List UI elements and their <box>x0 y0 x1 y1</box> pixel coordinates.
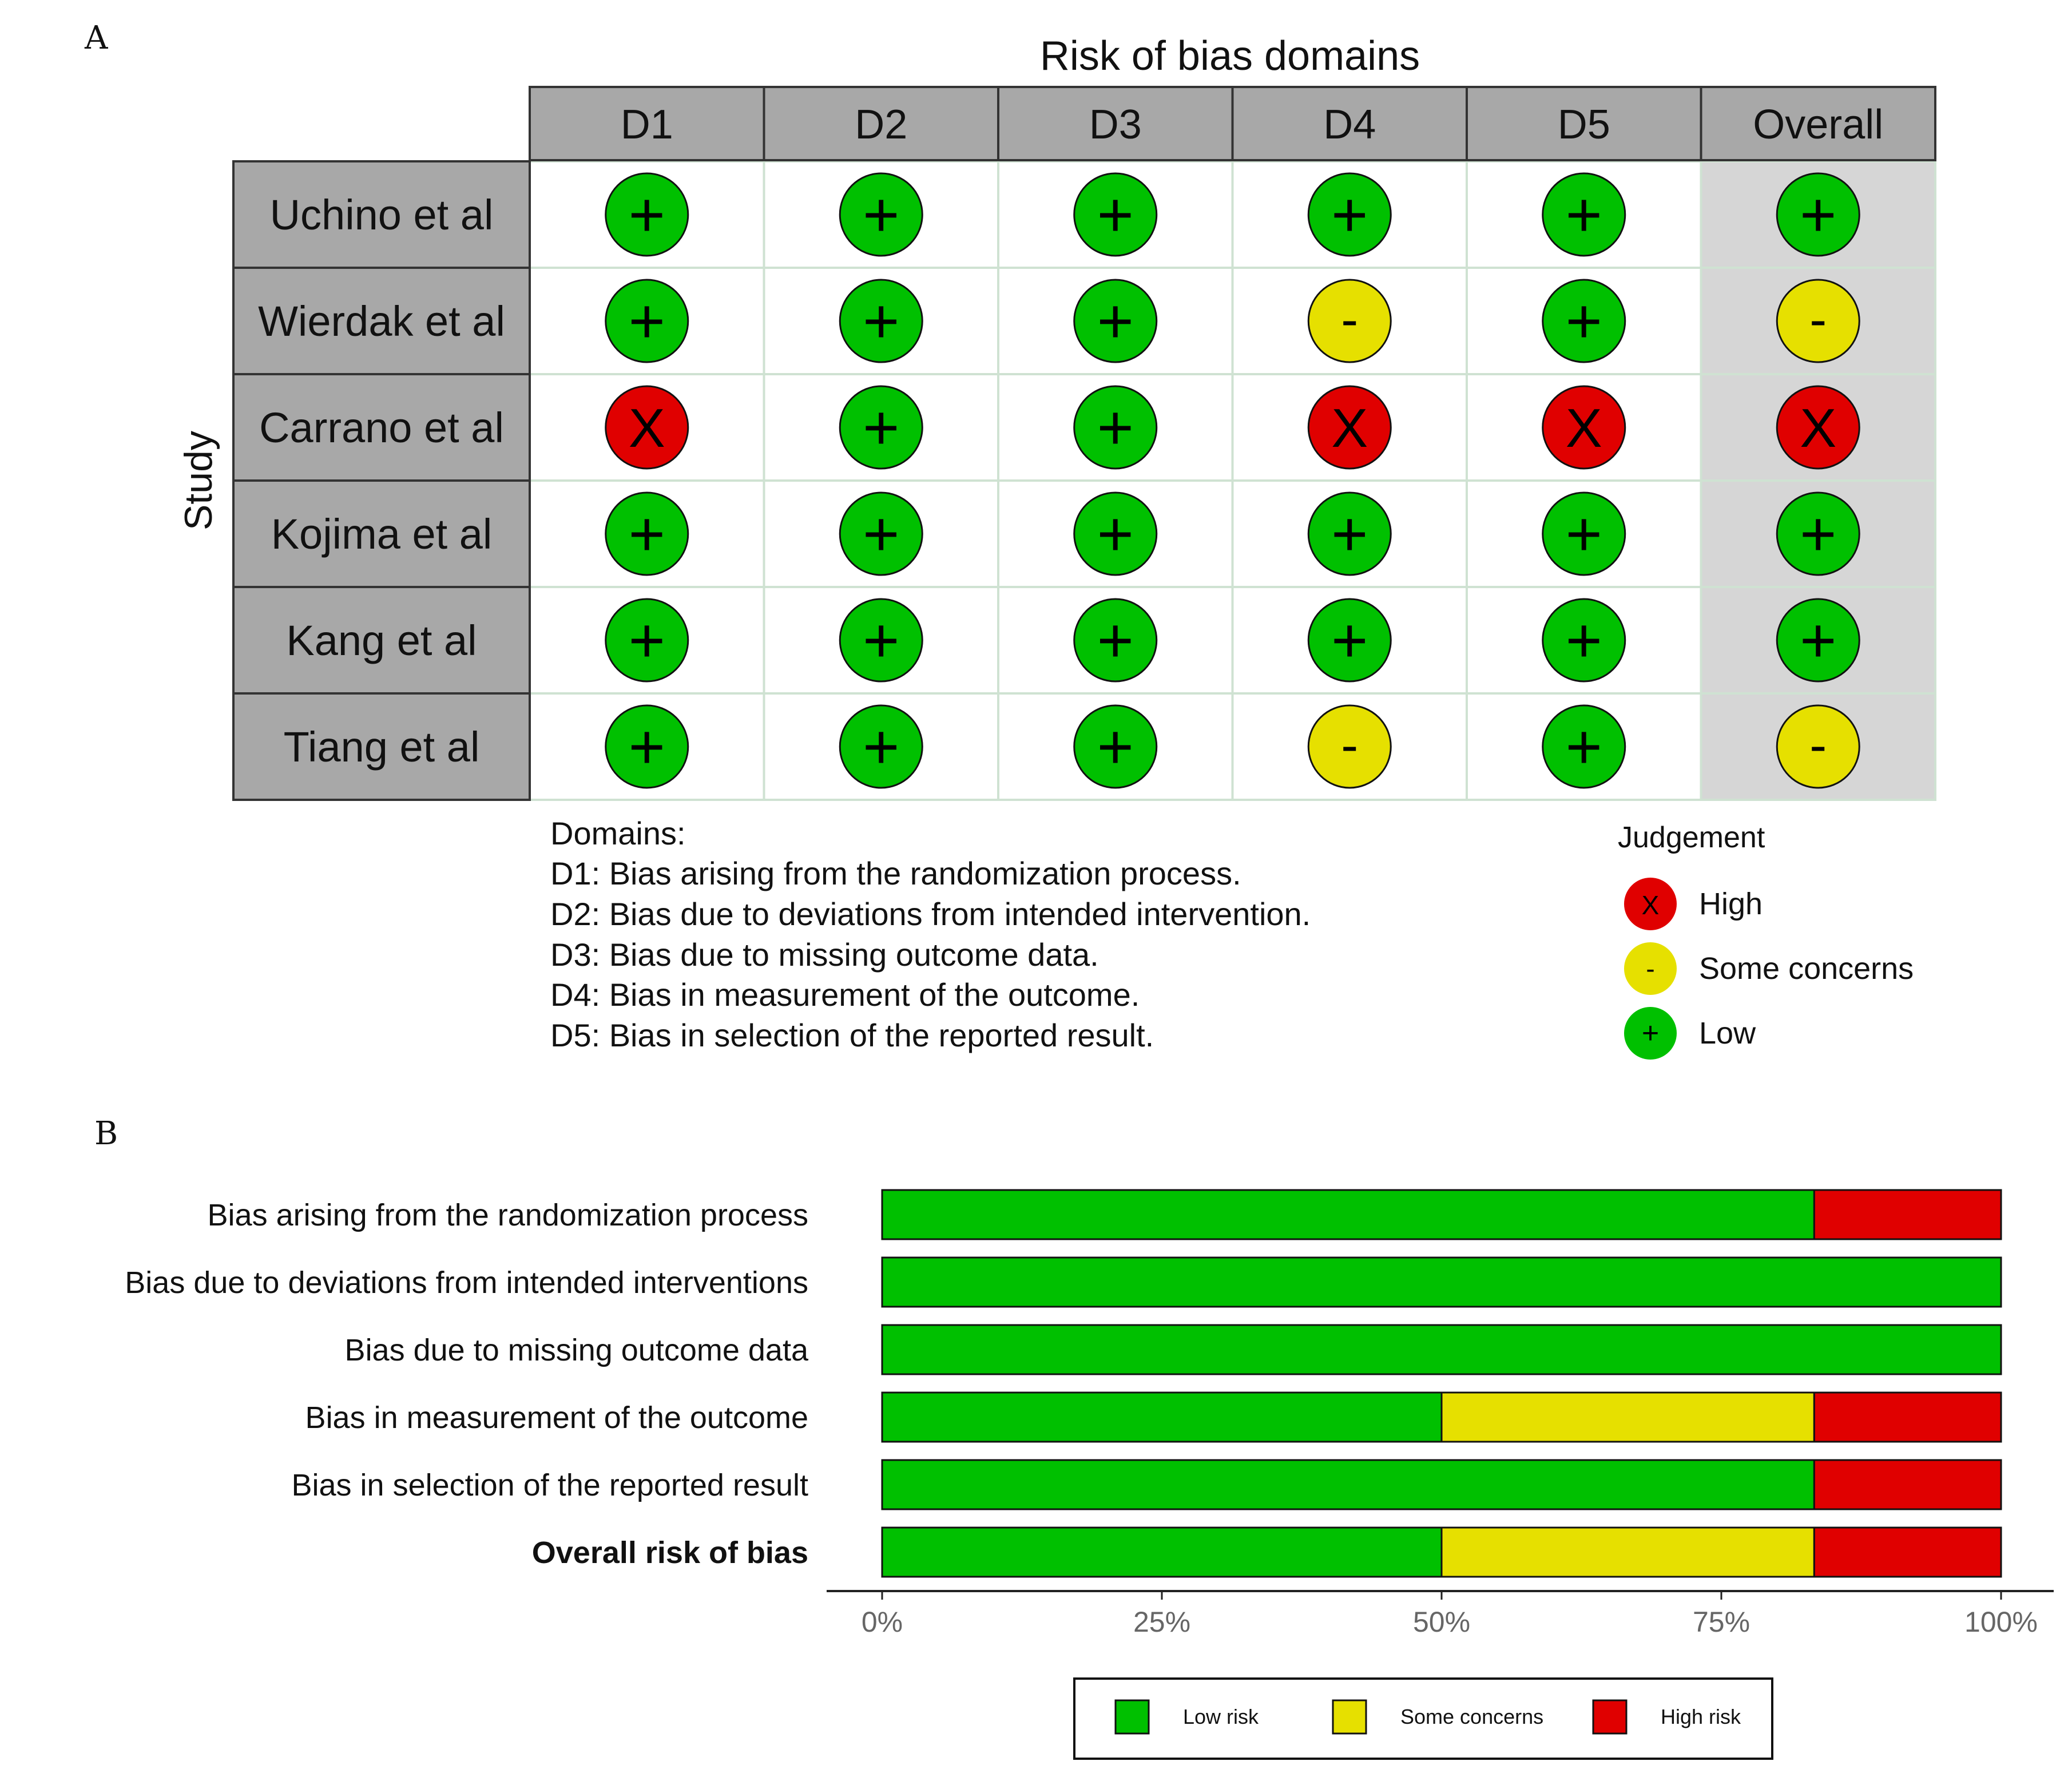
summary-category-label: Bias in selection of the reported result <box>291 1468 808 1502</box>
judgement-symbol: + <box>1097 392 1134 463</box>
judgement-symbol: + <box>1800 499 1837 569</box>
summary-bar-segment <box>1442 1393 1814 1442</box>
summary-bar-segment <box>882 1460 1814 1509</box>
judgement-symbol: + <box>1565 499 1602 569</box>
summary-x-tick-label: 50% <box>1412 1606 1471 1638</box>
summary-legend <box>1074 1679 1772 1759</box>
column-header-d2: D2 <box>855 102 908 148</box>
summary-bar-segment <box>1814 1460 2001 1509</box>
judgement-symbol: + <box>1097 499 1134 569</box>
judgement-symbol: + <box>863 712 900 782</box>
summary-bar-segment <box>1442 1528 1814 1577</box>
panel-b-label: B <box>94 1115 118 1152</box>
judgement-symbol: + <box>1097 712 1134 782</box>
summary-bar-segment <box>882 1528 1442 1577</box>
judgement-symbol: + <box>628 286 665 356</box>
summary-bar-segment <box>1814 1528 2001 1577</box>
judgement-symbol: X <box>1331 398 1368 459</box>
summary-bar-segment <box>882 1258 2001 1307</box>
judgement-symbol: + <box>628 605 665 676</box>
judgement-symbol: + <box>628 499 665 569</box>
judgement-symbol: + <box>1097 605 1134 676</box>
summary-legend-low-swatch <box>1116 1700 1149 1734</box>
domain-legend-title: Domains: <box>550 815 686 851</box>
panel-a-label: A <box>85 19 108 57</box>
judgement-symbol: + <box>863 286 900 356</box>
summary-bar-segment <box>882 1325 2001 1374</box>
judgement-symbol: - <box>1809 717 1827 774</box>
judgement-symbol: + <box>1800 180 1837 250</box>
summary-legend-high-swatch <box>1593 1700 1626 1734</box>
judgement-some-symbol: - <box>1646 954 1655 983</box>
judgement-symbol: + <box>1097 286 1134 356</box>
judgement-symbol: + <box>1565 605 1602 676</box>
judgement-high-label: High <box>1699 887 1763 921</box>
column-header-d4: D4 <box>1323 102 1376 148</box>
judgement-symbol: X <box>1800 398 1837 459</box>
summary-bar-segment <box>882 1190 1814 1239</box>
judgement-symbol: + <box>863 180 900 250</box>
summary-category-label: Bias in measurement of the outcome <box>305 1401 808 1435</box>
summary-bar-segment <box>1814 1190 2001 1239</box>
summary-category-label: Bias due to deviations from intended interventions <box>125 1266 808 1300</box>
study-label: Uchino et al <box>269 191 494 239</box>
summary-legend-some-swatch <box>1333 1700 1366 1734</box>
judgement-symbol: + <box>1331 180 1368 250</box>
domain-legend-line: D5: Bias in selection of the reported result. <box>550 1017 1154 1053</box>
judgement-symbol: X <box>628 398 665 459</box>
study-label: Kojima et al <box>271 510 493 558</box>
summary-x-tick-label: 0% <box>861 1606 903 1638</box>
study-label: Kang et al <box>286 617 477 664</box>
judgement-symbol: + <box>1331 605 1368 676</box>
judgement-legend-title: Judgement <box>1618 821 1765 854</box>
domain-legend-line: D1: Bias arising from the randomization process. <box>550 855 1241 891</box>
judgement-symbol: + <box>863 392 900 463</box>
judgement-low-symbol: + <box>1641 1017 1660 1050</box>
domain-legend-line: D4: Bias in measurement of the outcome. <box>550 977 1140 1013</box>
traffic-light-grid <box>233 87 1935 800</box>
summary-category-label: Overall risk of bias <box>531 1536 808 1570</box>
summary-category-label: Bias arising from the randomization process <box>207 1198 808 1232</box>
summary-legend-some-label: Some concerns <box>1400 1705 1544 1728</box>
summary-legend-high-label: High risk <box>1661 1705 1741 1728</box>
summary-bar-segment <box>1814 1393 2001 1442</box>
column-header-d5: D5 <box>1557 102 1610 148</box>
judgement-low-label: Low <box>1699 1016 1756 1050</box>
judgement-symbol: + <box>628 180 665 250</box>
summary-x-tick-label: 25% <box>1133 1606 1191 1638</box>
summary-category-label: Bias due to missing outcome data <box>344 1333 808 1367</box>
column-header-d1: D1 <box>620 102 673 148</box>
study-label: Carrano et al <box>259 404 504 451</box>
judgement-symbol: + <box>863 499 900 569</box>
panel-a-y-title: Study <box>177 431 220 530</box>
summary-x-tick-label: 75% <box>1692 1606 1751 1638</box>
summary-bar-segment <box>882 1393 1442 1442</box>
summary-legend-low-label: Low risk <box>1183 1705 1259 1728</box>
judgement-symbol: + <box>1800 605 1837 676</box>
domain-legend-line: D2: Bias due to deviations from intended intervention. <box>550 896 1311 932</box>
column-header-overall: Overall <box>1753 102 1884 148</box>
domain-legend-line: D3: Bias due to missing outcome data. <box>550 937 1099 973</box>
judgement-symbol: + <box>1565 180 1602 250</box>
summary-x-tick-label: 100% <box>1964 1606 2038 1638</box>
judgement-symbol: - <box>1341 291 1359 348</box>
judgement-symbol: - <box>1341 717 1359 774</box>
judgement-symbol: + <box>1331 499 1368 569</box>
judgement-symbol: + <box>1565 286 1602 356</box>
judgement-symbol: + <box>1565 712 1602 782</box>
judgement-symbol: + <box>863 605 900 676</box>
study-label: Tiang et al <box>283 723 480 771</box>
judgement-symbol: + <box>628 712 665 782</box>
judgement-high-symbol: X <box>1641 890 1660 920</box>
judgement-symbol: - <box>1809 291 1827 348</box>
judgement-some-label: Some concerns <box>1699 951 1914 986</box>
column-header-d3: D3 <box>1089 102 1142 148</box>
judgement-symbol: + <box>1097 180 1134 250</box>
study-label: Wierdak et al <box>258 298 505 345</box>
judgement-symbol: X <box>1565 398 1602 459</box>
panel-a-x-title: Risk of bias domains <box>1039 33 1420 79</box>
